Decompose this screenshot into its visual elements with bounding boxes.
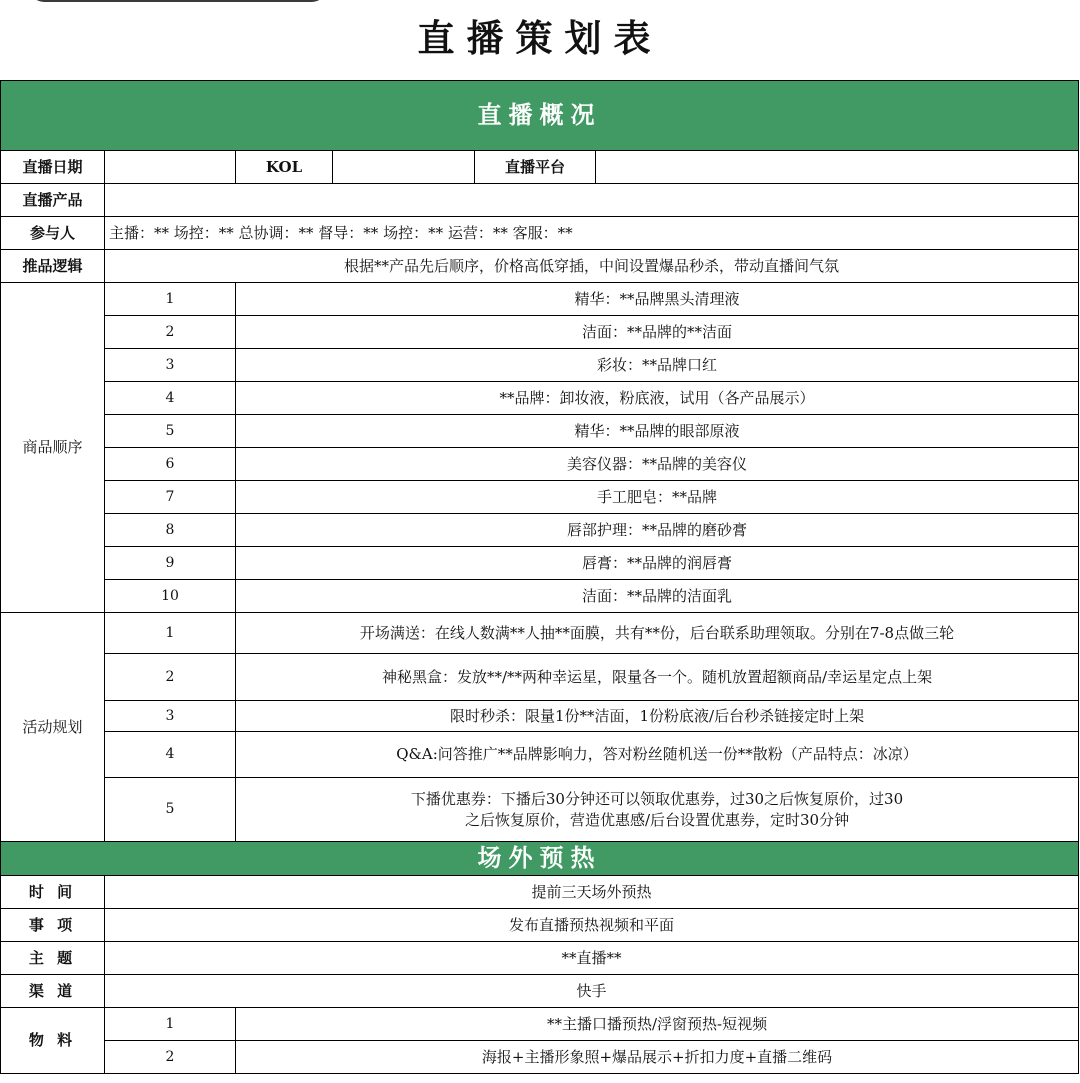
order-item: 精华：**品牌的眼部原液 — [236, 415, 1079, 448]
order-no: 8 — [105, 514, 236, 547]
material-no: 2 — [105, 1041, 236, 1074]
order-item: 洁面：**品牌的**洁面 — [236, 316, 1079, 349]
order-no: 3 — [105, 349, 236, 382]
order-item: 唇部护理：**品牌的磨砂膏 — [236, 514, 1079, 547]
order-item: 手工肥皂：**品牌 — [236, 481, 1079, 514]
activity-item — [236, 778, 1079, 842]
channel-cell: 快手 — [105, 975, 1079, 1008]
order-no: 5 — [105, 415, 236, 448]
time-label: 时 间 — [1, 876, 105, 909]
material-item: 海报+主播形象照+爆品展示+折扣力度+直播二维码 — [236, 1041, 1079, 1074]
activity-no: 2 — [105, 654, 236, 701]
order-item: 唇膏：**品牌的润唇膏 — [236, 547, 1079, 580]
theme-label: 主 题 — [1, 942, 105, 975]
kol-label: KOL — [236, 151, 333, 184]
activity-item: 神秘黑盒：发放**/**两种幸运星，限量各一个。随机放置超额商品/幸运星定点上架 — [236, 654, 1079, 701]
date-label: 直播日期 — [1, 151, 105, 184]
platform-cell[interactable] — [596, 151, 1079, 184]
product-label: 直播产品 — [1, 184, 105, 217]
activity-no: 4 — [105, 732, 236, 778]
material-label: 物 料 — [1, 1008, 105, 1074]
order-no: 1 — [105, 283, 236, 316]
section-header-preheat: 场外预热 — [1, 842, 1079, 876]
order-no: 2 — [105, 316, 236, 349]
material-item: **主播口播预热/浮窗预热-短视频 — [236, 1008, 1079, 1041]
matter-label: 事 项 — [1, 909, 105, 942]
activity-item: Q&A:问答推广**品牌影响力，答对粉丝随机送一份**散粉（产品特点：冰凉） — [236, 732, 1079, 778]
section-header-overview: 直播概况 — [1, 81, 1079, 151]
participants-label: 参与人 — [1, 217, 105, 250]
page-title: 直播策划表 — [417, 17, 663, 60]
order-no: 10 — [105, 580, 236, 613]
logic-label: 推品逻辑 — [1, 250, 105, 283]
order-no: 4 — [105, 382, 236, 415]
time-cell: 提前三天场外预热 — [105, 876, 1079, 909]
platform-label: 直播平台 — [475, 151, 596, 184]
activity-label: 活动规划 — [1, 613, 105, 842]
order-item: 美容仪器：**品牌的美容仪 — [236, 448, 1079, 481]
order-no: 9 — [105, 547, 236, 580]
material-no: 1 — [105, 1008, 236, 1041]
activity-item: 开场满送：在线人数满**人抽**面膜，共有**份，后台联系助理领取。分别在7-8点做三轮 — [236, 613, 1079, 654]
plan-table — [0, 80, 1079, 1074]
date-cell[interactable] — [105, 151, 236, 184]
order-item: **品牌：卸妆液，粉底液，试用（各产品展示） — [236, 382, 1079, 415]
activity-item-line: 之后恢复原价，营造优惠感/后台设置优惠券，定时30分钟 — [464, 810, 850, 829]
order-item: 精华：**品牌黑头清理液 — [236, 283, 1079, 316]
order-no: 7 — [105, 481, 236, 514]
activity-no: 1 — [105, 613, 236, 654]
activity-item: 限时秒杀：限量1份**洁面，1份粉底液/后台秒杀链接定时上架 — [236, 701, 1079, 732]
activity-item-line: 下播优惠券：下播后30分钟还可以领取优惠券，过30之后恢复原价，过30 — [410, 789, 904, 808]
order-no: 6 — [105, 448, 236, 481]
order-item: 洁面：**品牌的洁面乳 — [236, 580, 1079, 613]
product-cell[interactable] — [105, 184, 1079, 217]
activity-no: 3 — [105, 701, 236, 732]
activity-no: 5 — [105, 778, 236, 842]
kol-cell[interactable] — [333, 151, 475, 184]
theme-cell: **直播** — [105, 942, 1079, 975]
participants-cell: 主播：** 场控：** 总协调：** 督导：** 场控：** 运营：** 客服：** — [105, 217, 1079, 250]
matter-cell: 发布直播预热视频和平面 — [105, 909, 1079, 942]
channel-label: 渠 道 — [1, 975, 105, 1008]
order-item: 彩妆：**品牌口红 — [236, 349, 1079, 382]
window-top-bar — [30, 0, 326, 2]
logic-cell: 根据**产品先后顺序，价格高低穿插，中间设置爆品秒杀，带动直播间气氛 — [105, 250, 1079, 283]
order-label: 商品顺序 — [1, 283, 105, 613]
